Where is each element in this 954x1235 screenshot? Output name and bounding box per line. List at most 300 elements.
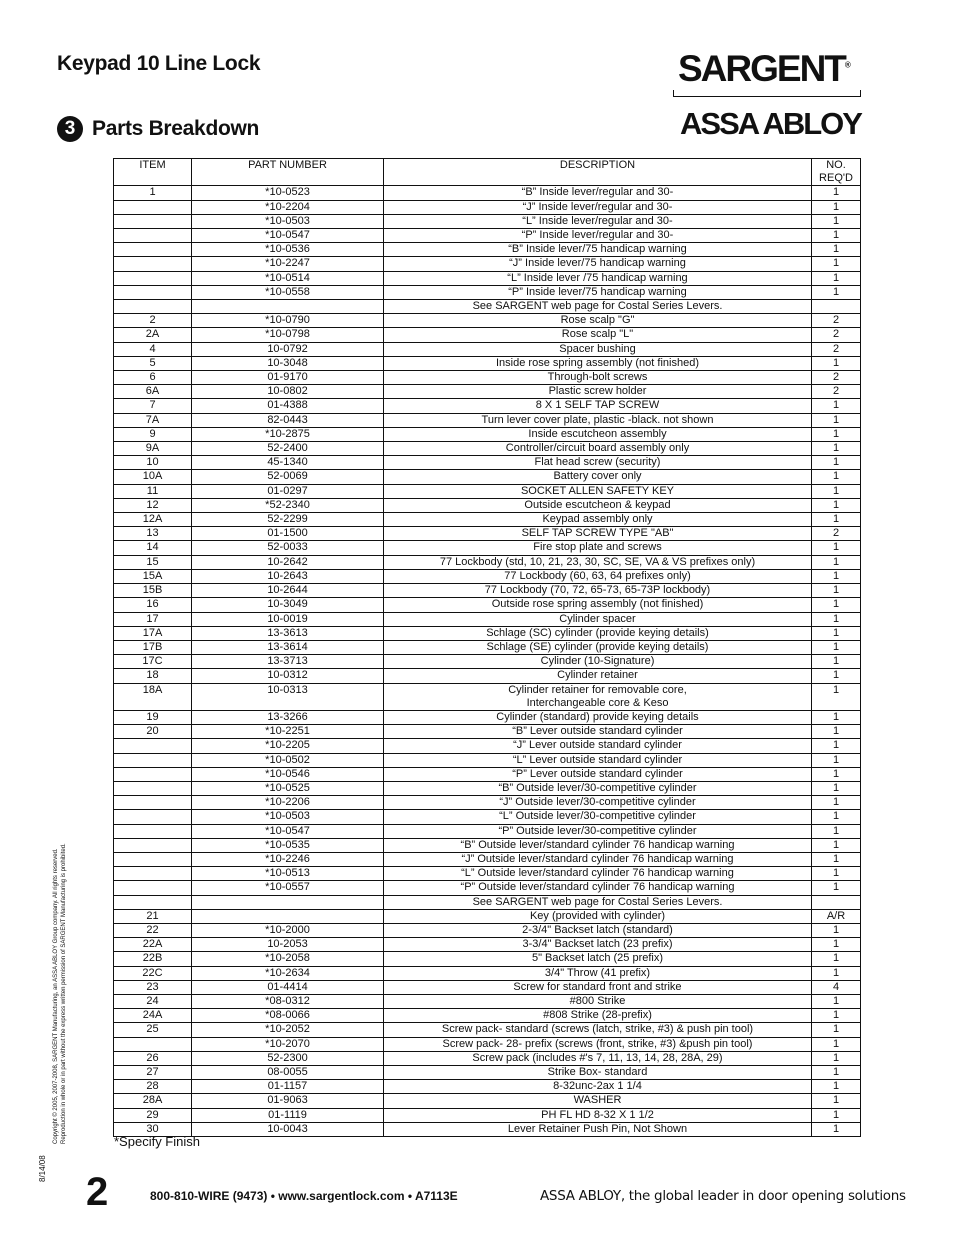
qty-cell: 1 bbox=[812, 541, 861, 555]
item-cell: 9A bbox=[114, 442, 192, 456]
table-row bbox=[114, 300, 861, 314]
qty-cell: 2 bbox=[812, 371, 861, 385]
table-row bbox=[114, 328, 861, 342]
part-number-cell: 52-2300 bbox=[192, 1051, 384, 1065]
table-row bbox=[114, 399, 861, 413]
qty-cell: 1 bbox=[812, 484, 861, 498]
part-number-cell: 01-1500 bbox=[192, 527, 384, 541]
table-row bbox=[114, 952, 861, 966]
table-row bbox=[114, 938, 861, 952]
description-cell: Key (provided with cylinder) bbox=[384, 909, 812, 923]
description-cell: Battery cover only bbox=[384, 470, 812, 484]
description-cell: Fire stop plate and screws bbox=[384, 541, 812, 555]
item-cell bbox=[114, 781, 192, 795]
part-number-cell: 01-0297 bbox=[192, 484, 384, 498]
qty-cell: 1 bbox=[812, 1066, 861, 1080]
description-cell: “L” Lever outside standard cylinder bbox=[384, 753, 812, 767]
part-number-cell: *10-2634 bbox=[192, 966, 384, 980]
part-number-cell: *10-0798 bbox=[192, 328, 384, 342]
table-row bbox=[114, 810, 861, 824]
item-cell: 2A bbox=[114, 328, 192, 342]
description-cell: “P” Inside lever/75 handicap warning bbox=[384, 285, 812, 299]
item-cell: 22C bbox=[114, 966, 192, 980]
description-cell: “L” Inside lever/regular and 30- bbox=[384, 214, 812, 228]
section-number-badge: 3 bbox=[57, 116, 83, 142]
part-number-cell: *10-0790 bbox=[192, 314, 384, 328]
description-cell: “J” Inside lever/regular and 30- bbox=[384, 200, 812, 214]
part-number-cell: *10-2205 bbox=[192, 739, 384, 753]
item-cell: 23 bbox=[114, 980, 192, 994]
item-cell: 17 bbox=[114, 612, 192, 626]
part-number-cell: *10-2247 bbox=[192, 257, 384, 271]
qty-cell: 1 bbox=[812, 569, 861, 583]
table-row bbox=[114, 498, 861, 512]
table-row bbox=[114, 669, 861, 683]
qty-cell: 1 bbox=[812, 796, 861, 810]
item-cell: 30 bbox=[114, 1122, 192, 1136]
description-cell: #800 Strike bbox=[384, 994, 812, 1008]
item-cell: 10 bbox=[114, 456, 192, 470]
description-cell: Inside escutcheon assembly bbox=[384, 427, 812, 441]
table-row bbox=[114, 710, 861, 724]
table-row bbox=[114, 655, 861, 669]
part-number-cell: 10-0802 bbox=[192, 385, 384, 399]
description-cell: Flat head screw (security) bbox=[384, 456, 812, 470]
part-number-cell: 01-1119 bbox=[192, 1108, 384, 1122]
item-cell: 13 bbox=[114, 527, 192, 541]
qty-cell: 1 bbox=[812, 710, 861, 724]
description-cell: Outside escutcheon & keypad bbox=[384, 498, 812, 512]
qty-cell: 1 bbox=[812, 881, 861, 895]
part-number-cell: 08-0055 bbox=[192, 1066, 384, 1080]
revision-date: 8/14/08 bbox=[38, 1155, 47, 1182]
item-cell bbox=[114, 285, 192, 299]
item-cell bbox=[114, 1037, 192, 1051]
table-row bbox=[114, 314, 861, 328]
part-number-cell bbox=[192, 300, 384, 314]
part-number-cell: 10-2053 bbox=[192, 938, 384, 952]
description-cell: Cylinder retainer bbox=[384, 669, 812, 683]
qty-cell: 1 bbox=[812, 470, 861, 484]
description-cell: Rose scalp "G" bbox=[384, 314, 812, 328]
item-cell: 22A bbox=[114, 938, 192, 952]
table-row bbox=[114, 484, 861, 498]
table-header-row bbox=[114, 159, 861, 186]
footer-tagline: ASSA ABLOY, the global leader in door opening solutions bbox=[540, 1188, 906, 1204]
item-cell: 17A bbox=[114, 626, 192, 640]
part-number-cell: 10-3048 bbox=[192, 356, 384, 370]
part-number-cell: *10-2246 bbox=[192, 852, 384, 866]
qty-cell: 1 bbox=[812, 725, 861, 739]
description-cell: Controller/circuit board assembly only bbox=[384, 442, 812, 456]
part-number-cell: *10-0525 bbox=[192, 781, 384, 795]
description-cell: Schlage (SC) cylinder (provide keying details) bbox=[384, 626, 812, 640]
table-row bbox=[114, 371, 861, 385]
description-cell: SELF TAP SCREW TYPE "AB" bbox=[384, 527, 812, 541]
qty-cell: 1 bbox=[812, 1094, 861, 1108]
description-cell: “P” Inside lever/regular and 30- bbox=[384, 229, 812, 243]
part-number-cell: *10-0513 bbox=[192, 867, 384, 881]
description-cell: “P” Outside lever/standard cylinder 76 handicap warning bbox=[384, 881, 812, 895]
table-row bbox=[114, 824, 861, 838]
description-cell: Keypad assembly only bbox=[384, 513, 812, 527]
part-number-cell: 13-3614 bbox=[192, 640, 384, 654]
table-row bbox=[114, 867, 861, 881]
table-row bbox=[114, 229, 861, 243]
description-cell: See SARGENT web page for Costal Series Levers. bbox=[384, 300, 812, 314]
table-row bbox=[114, 598, 861, 612]
part-number-cell: *10-2052 bbox=[192, 1023, 384, 1037]
page-number: 2 bbox=[86, 1170, 109, 1214]
item-cell: 15A bbox=[114, 569, 192, 583]
qty-cell: 1 bbox=[812, 1037, 861, 1051]
qty-cell: 1 bbox=[812, 456, 861, 470]
item-cell bbox=[114, 824, 192, 838]
part-number-cell: *10-0558 bbox=[192, 285, 384, 299]
description-cell: 3-3/4" Backset latch (23 prefix) bbox=[384, 938, 812, 952]
qty-cell: 1 bbox=[812, 186, 861, 200]
table-row bbox=[114, 1037, 861, 1051]
page-title: Keypad 10 Line Lock bbox=[57, 52, 261, 75]
table-row bbox=[114, 909, 861, 923]
description-cell: 2-3/4" Backset latch (standard) bbox=[384, 923, 812, 937]
column-header-part-number: PART NUMBER bbox=[192, 159, 384, 186]
part-number-cell: 01-4388 bbox=[192, 399, 384, 413]
part-number-cell: 01-1157 bbox=[192, 1080, 384, 1094]
part-number-cell: *08-0312 bbox=[192, 994, 384, 1008]
part-number-cell: *10-0547 bbox=[192, 229, 384, 243]
description-cell: “L” Inside lever /75 handicap warning bbox=[384, 271, 812, 285]
description-cell: “L” Outside lever/30-competitive cylinder bbox=[384, 810, 812, 824]
item-cell: 24 bbox=[114, 994, 192, 1008]
description-cell: Screw pack (includes #'s 7, 11, 13, 14, 28, 28A, 29) bbox=[384, 1051, 812, 1065]
item-cell: 24A bbox=[114, 1009, 192, 1023]
table-row bbox=[114, 427, 861, 441]
table-row bbox=[114, 683, 861, 710]
table-row bbox=[114, 767, 861, 781]
part-number-cell: *10-0557 bbox=[192, 881, 384, 895]
description-cell: SOCKET ALLEN SAFETY KEY bbox=[384, 484, 812, 498]
table-row bbox=[114, 796, 861, 810]
qty-cell: 2 bbox=[812, 328, 861, 342]
part-number-cell: 10-0312 bbox=[192, 669, 384, 683]
qty-cell: 1 bbox=[812, 271, 861, 285]
qty-cell: 2 bbox=[812, 527, 861, 541]
qty-cell: 1 bbox=[812, 612, 861, 626]
table-row bbox=[114, 980, 861, 994]
item-cell bbox=[114, 214, 192, 228]
item-cell: 6 bbox=[114, 371, 192, 385]
table-row bbox=[114, 342, 861, 356]
item-cell: 25 bbox=[114, 1023, 192, 1037]
description-cell: Screw pack- 28- prefix (screws (front, strike, #3) &push pin tool) bbox=[384, 1037, 812, 1051]
item-cell: 27 bbox=[114, 1066, 192, 1080]
part-number-cell: *10-2000 bbox=[192, 923, 384, 937]
part-number-cell: *10-0536 bbox=[192, 243, 384, 257]
item-cell: 26 bbox=[114, 1051, 192, 1065]
part-number-cell: 10-0313 bbox=[192, 683, 384, 710]
part-number-cell: 52-0033 bbox=[192, 541, 384, 555]
table-row bbox=[114, 1080, 861, 1094]
qty-cell: 1 bbox=[812, 867, 861, 881]
part-number-cell: *10-0546 bbox=[192, 767, 384, 781]
table-row bbox=[114, 1122, 861, 1136]
description-cell: Strike Box- standard bbox=[384, 1066, 812, 1080]
table-row bbox=[114, 541, 861, 555]
part-number-cell: 52-2400 bbox=[192, 442, 384, 456]
table-row bbox=[114, 781, 861, 795]
description-cell: Turn lever cover plate, plastic -black. not shown bbox=[384, 413, 812, 427]
qty-cell: 1 bbox=[812, 1023, 861, 1037]
column-header-item: ITEM bbox=[114, 159, 192, 186]
qty-cell: 1 bbox=[812, 655, 861, 669]
qty-cell: 2 bbox=[812, 342, 861, 356]
description-cell: Plastic screw holder bbox=[384, 385, 812, 399]
part-number-cell: *10-2251 bbox=[192, 725, 384, 739]
description-cell: 8-32unc-2ax 1 1/4 bbox=[384, 1080, 812, 1094]
qty-cell: 1 bbox=[812, 498, 861, 512]
description-cell: Outside rose spring assembly (not finished) bbox=[384, 598, 812, 612]
table-row bbox=[114, 271, 861, 285]
item-cell: 17B bbox=[114, 640, 192, 654]
description-cell: 77 Lockbody (70, 72, 65-73, 65-73P lockbody) bbox=[384, 584, 812, 598]
qty-cell: A/R bbox=[812, 909, 861, 923]
qty-cell bbox=[812, 895, 861, 909]
qty-cell: 1 bbox=[812, 1080, 861, 1094]
table-row bbox=[114, 640, 861, 654]
table-row bbox=[114, 200, 861, 214]
part-number-cell: 10-2644 bbox=[192, 584, 384, 598]
table-row bbox=[114, 442, 861, 456]
table-row bbox=[114, 243, 861, 257]
part-number-cell: 10-0019 bbox=[192, 612, 384, 626]
qty-cell: 1 bbox=[812, 1122, 861, 1136]
description-cell: 77 Lockbody (60, 63, 64 prefixes only) bbox=[384, 569, 812, 583]
part-number-cell: 10-0792 bbox=[192, 342, 384, 356]
footnote: *Specify Finish bbox=[114, 1134, 200, 1149]
table-row bbox=[114, 257, 861, 271]
table-row bbox=[114, 966, 861, 980]
description-cell: “P” Lever outside standard cylinder bbox=[384, 767, 812, 781]
description-cell: WASHER bbox=[384, 1094, 812, 1108]
part-number-cell bbox=[192, 895, 384, 909]
table-row bbox=[114, 285, 861, 299]
part-number-cell: 10-3049 bbox=[192, 598, 384, 612]
item-cell bbox=[114, 739, 192, 753]
table-row bbox=[114, 356, 861, 370]
part-number-cell: *10-0523 bbox=[192, 186, 384, 200]
item-cell: 22B bbox=[114, 952, 192, 966]
item-cell: 14 bbox=[114, 541, 192, 555]
item-cell: 1 bbox=[114, 186, 192, 200]
part-number-cell: 01-9170 bbox=[192, 371, 384, 385]
description-cell: “P” Outside lever/30-competitive cylinder bbox=[384, 824, 812, 838]
sargent-logo bbox=[678, 48, 851, 90]
description-cell: PH FL HD 8-32 X 1 1/2 bbox=[384, 1108, 812, 1122]
qty-cell: 1 bbox=[812, 669, 861, 683]
item-cell: 2 bbox=[114, 314, 192, 328]
part-number-cell: *10-2070 bbox=[192, 1037, 384, 1051]
description-cell: “B” Lever outside standard cylinder bbox=[384, 725, 812, 739]
qty-cell: 1 bbox=[812, 243, 861, 257]
item-cell: 18A bbox=[114, 683, 192, 710]
table-row bbox=[114, 584, 861, 598]
part-number-cell: *10-2058 bbox=[192, 952, 384, 966]
part-number-cell: 13-3613 bbox=[192, 626, 384, 640]
qty-cell: 1 bbox=[812, 966, 861, 980]
copyright-notice: Copyright © 2005, 2007-2008, SARGENT Manufacturing, an ASSA ABLOY Group company. All rights reserved. Reproduction in whole or in part without the express written permission of SARGENT Manufacturing is prohibited. bbox=[53, 843, 67, 1144]
part-number-cell: *10-0503 bbox=[192, 214, 384, 228]
item-cell bbox=[114, 229, 192, 243]
assa-abloy-logo: ASSA ABLOY bbox=[680, 106, 861, 141]
table-row bbox=[114, 456, 861, 470]
part-number-cell: *10-0503 bbox=[192, 810, 384, 824]
item-cell bbox=[114, 200, 192, 214]
part-number-cell: 13-3266 bbox=[192, 710, 384, 724]
part-number-cell: 13-3713 bbox=[192, 655, 384, 669]
qty-cell: 1 bbox=[812, 952, 861, 966]
qty-cell: 1 bbox=[812, 200, 861, 214]
item-cell: 7A bbox=[114, 413, 192, 427]
description-cell: Cylinder retainer for removable core, Interchangeable core & Keso bbox=[384, 683, 812, 710]
part-number-cell: *10-0502 bbox=[192, 753, 384, 767]
qty-cell: 1 bbox=[812, 598, 861, 612]
section-heading bbox=[57, 116, 259, 142]
item-cell bbox=[114, 810, 192, 824]
item-cell: 4 bbox=[114, 342, 192, 356]
qty-cell: 1 bbox=[812, 214, 861, 228]
part-number-cell: 10-2643 bbox=[192, 569, 384, 583]
description-cell: Spacer bushing bbox=[384, 342, 812, 356]
table-row bbox=[114, 626, 861, 640]
description-cell: “B” Inside lever/75 handicap warning bbox=[384, 243, 812, 257]
table-row bbox=[114, 895, 861, 909]
part-number-cell: *10-0535 bbox=[192, 838, 384, 852]
description-cell: Cylinder (standard) provide keying details bbox=[384, 710, 812, 724]
qty-cell: 1 bbox=[812, 923, 861, 937]
qty-cell: 1 bbox=[812, 753, 861, 767]
item-cell: 20 bbox=[114, 725, 192, 739]
qty-cell: 1 bbox=[812, 640, 861, 654]
part-number-cell: *52-2340 bbox=[192, 498, 384, 512]
description-cell: See SARGENT web page for Costal Series Levers. bbox=[384, 895, 812, 909]
table-row bbox=[114, 470, 861, 484]
column-header-qty: NO. REQ'D bbox=[812, 159, 861, 186]
description-cell: Cylinder (10-Signature) bbox=[384, 655, 812, 669]
table-row bbox=[114, 725, 861, 739]
part-number-cell bbox=[192, 909, 384, 923]
table-row bbox=[114, 214, 861, 228]
parts-table-body bbox=[114, 186, 861, 1137]
part-number-cell: 01-4414 bbox=[192, 980, 384, 994]
item-cell: 19 bbox=[114, 710, 192, 724]
description-cell: 77 Lockbody (std, 10, 21, 23, 30, SC, SE, VA & VS prefixes only) bbox=[384, 555, 812, 569]
qty-cell: 1 bbox=[812, 229, 861, 243]
item-cell: 7 bbox=[114, 399, 192, 413]
table-row bbox=[114, 1051, 861, 1065]
part-number-cell: *10-0514 bbox=[192, 271, 384, 285]
table-row bbox=[114, 527, 861, 541]
qty-cell: 1 bbox=[812, 555, 861, 569]
item-cell: 6A bbox=[114, 385, 192, 399]
section-title: Parts Breakdown bbox=[92, 117, 260, 140]
part-number-cell: *10-2204 bbox=[192, 200, 384, 214]
item-cell bbox=[114, 881, 192, 895]
description-cell: #808 Strike (28-prefix) bbox=[384, 1009, 812, 1023]
qty-cell: 1 bbox=[812, 626, 861, 640]
registered-mark: ® bbox=[844, 60, 851, 70]
description-cell: Screw for standard front and strike bbox=[384, 980, 812, 994]
qty-cell: 1 bbox=[812, 285, 861, 299]
table-row bbox=[114, 186, 861, 200]
table-row bbox=[114, 1023, 861, 1037]
part-number-cell: *10-2206 bbox=[192, 796, 384, 810]
qty-cell: 1 bbox=[812, 584, 861, 598]
part-number-cell: 52-2299 bbox=[192, 513, 384, 527]
description-cell: 8 X 1 SELF TAP SCREW bbox=[384, 399, 812, 413]
item-cell: 28 bbox=[114, 1080, 192, 1094]
item-cell bbox=[114, 767, 192, 781]
logo-bracket-line bbox=[673, 90, 861, 97]
table-row bbox=[114, 1009, 861, 1023]
table-row bbox=[114, 555, 861, 569]
description-cell: “B” Outside lever/standard cylinder 76 handicap warning bbox=[384, 838, 812, 852]
item-cell bbox=[114, 257, 192, 271]
qty-cell: 1 bbox=[812, 838, 861, 852]
table-row bbox=[114, 413, 861, 427]
item-cell bbox=[114, 867, 192, 881]
description-cell: 3/4" Throw (41 prefix) bbox=[384, 966, 812, 980]
description-cell: Lever Retainer Push Pin, Not Shown bbox=[384, 1122, 812, 1136]
item-cell: 21 bbox=[114, 909, 192, 923]
column-header-description: DESCRIPTION bbox=[384, 159, 812, 186]
qty-cell: 1 bbox=[812, 513, 861, 527]
qty-cell bbox=[812, 300, 861, 314]
description-cell: “B” Outside lever/30-competitive cylinder bbox=[384, 781, 812, 795]
item-cell: 12A bbox=[114, 513, 192, 527]
description-cell: Schlage (SE) cylinder (provide keying details) bbox=[384, 640, 812, 654]
table-row bbox=[114, 612, 861, 626]
part-number-cell: 10-2642 bbox=[192, 555, 384, 569]
item-cell: 18 bbox=[114, 669, 192, 683]
qty-cell: 2 bbox=[812, 314, 861, 328]
table-row bbox=[114, 1108, 861, 1122]
description-cell: “B” Inside lever/regular and 30- bbox=[384, 186, 812, 200]
qty-cell: 4 bbox=[812, 980, 861, 994]
qty-cell: 1 bbox=[812, 781, 861, 795]
qty-cell: 1 bbox=[812, 1108, 861, 1122]
qty-cell: 1 bbox=[812, 994, 861, 1008]
item-cell bbox=[114, 271, 192, 285]
part-number-cell: 45-1340 bbox=[192, 456, 384, 470]
item-cell: 15B bbox=[114, 584, 192, 598]
table-row bbox=[114, 1066, 861, 1080]
item-cell: 16 bbox=[114, 598, 192, 612]
table-row bbox=[114, 753, 861, 767]
part-number-cell: *10-0547 bbox=[192, 824, 384, 838]
item-cell bbox=[114, 895, 192, 909]
table-row bbox=[114, 1094, 861, 1108]
description-cell: “J” Inside lever/75 handicap warning bbox=[384, 257, 812, 271]
qty-cell: 1 bbox=[812, 413, 861, 427]
table-row bbox=[114, 838, 861, 852]
description-cell: 5" Backset latch (25 prefix) bbox=[384, 952, 812, 966]
qty-cell: 1 bbox=[812, 767, 861, 781]
table-row bbox=[114, 852, 861, 866]
description-cell: Through-bolt screws bbox=[384, 371, 812, 385]
item-cell: 29 bbox=[114, 1108, 192, 1122]
description-cell: “J” Lever outside standard cylinder bbox=[384, 739, 812, 753]
